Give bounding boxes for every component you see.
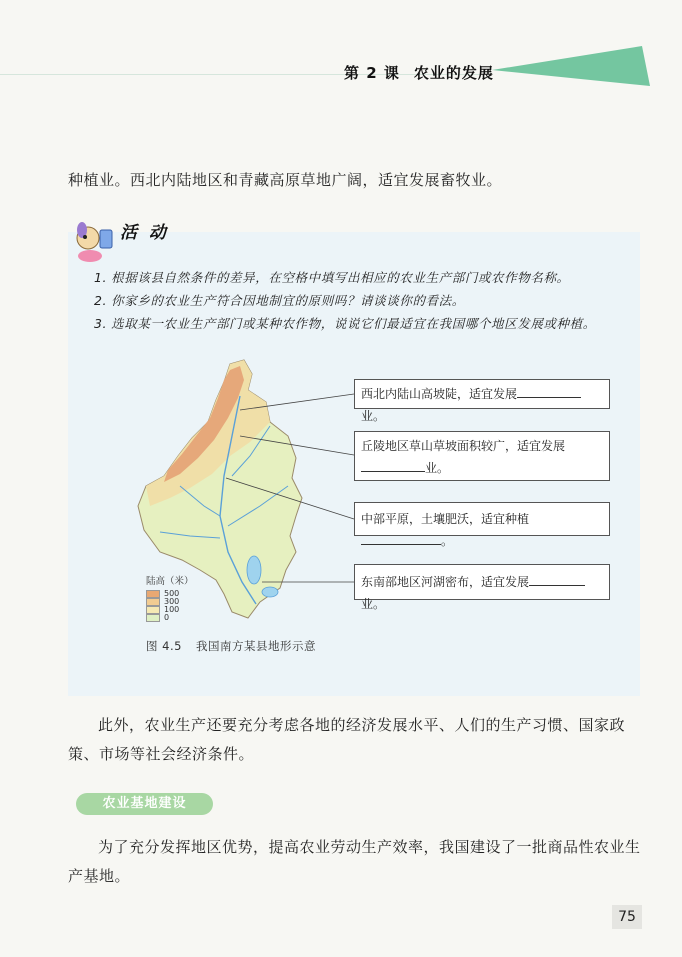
answer-blank[interactable] — [361, 457, 425, 472]
task-item: 2. 你家乡的农业生产符合因地制宜的原则吗？请谈谈你的看法。 — [94, 293, 465, 308]
legend-swatch — [146, 590, 160, 598]
figure-title: 我国南方某县地形示意 — [195, 639, 316, 653]
leader-line — [240, 394, 354, 410]
legend-swatch — [146, 614, 160, 622]
answer-blank[interactable] — [529, 571, 585, 586]
callout-hills: 丘陵地区草山草坡面积较广，适宜发展 业。 — [354, 431, 610, 481]
figure-caption — [146, 638, 316, 654]
section-heading: 农业基地建设 — [76, 793, 213, 815]
legend-row: 300 — [146, 598, 194, 606]
intro-paragraph: 种植业。西北内陆地区和青藏高原草地广阔，适宜发展畜牧业。 — [68, 171, 503, 189]
activity-title: 活 动 — [120, 223, 169, 243]
answer-blank[interactable] — [517, 383, 581, 398]
task-item: 1. 根据该县自然条件的差异，在空格中填写出相应的农业生产部门或农作物名称。 — [94, 270, 570, 285]
lesson-number: 第 2 课 — [344, 64, 400, 82]
task-item: 3. 选取某一农业生产部门或某种农作物，说说它们最适宜在我国哪个地区发展或种植。 — [94, 316, 596, 331]
answer-blank[interactable] — [361, 530, 441, 545]
socio-economic-paragraph: 此外，农业生产还要充分考虑各地的经济发展水平、人们的生产习惯、国家政策、市场等社会经济条件。 — [68, 716, 626, 763]
legend-swatch — [146, 598, 160, 606]
legend-row: 100 — [146, 606, 194, 614]
elevation-legend — [146, 573, 194, 622]
agri-base-paragraph: 为了充分发挥地区优势，提高农业劳动生产效率，我国建设了一批商品性农业生产基地。 — [68, 838, 641, 885]
leader-line — [226, 478, 354, 519]
legend-title: 陆高（米） — [146, 576, 194, 587]
legend-swatch — [146, 606, 160, 614]
leader-line — [240, 436, 354, 455]
page-number: 75 — [612, 905, 642, 929]
figure-number: 图 4.5 — [146, 639, 182, 653]
callout-northwest: 西北内陆山高坡陡，适宜发展业。 — [354, 379, 610, 409]
lesson-title: 农业的发展 — [413, 64, 494, 82]
callout-central-plain: 中部平原，土壤肥沃，适宜种植。 — [354, 502, 610, 536]
callout-southeast: 东南部地区河湖密布，适宜发展业。 — [354, 564, 610, 600]
legend-row: 0 — [146, 614, 194, 622]
legend-row: 500 — [146, 590, 194, 598]
